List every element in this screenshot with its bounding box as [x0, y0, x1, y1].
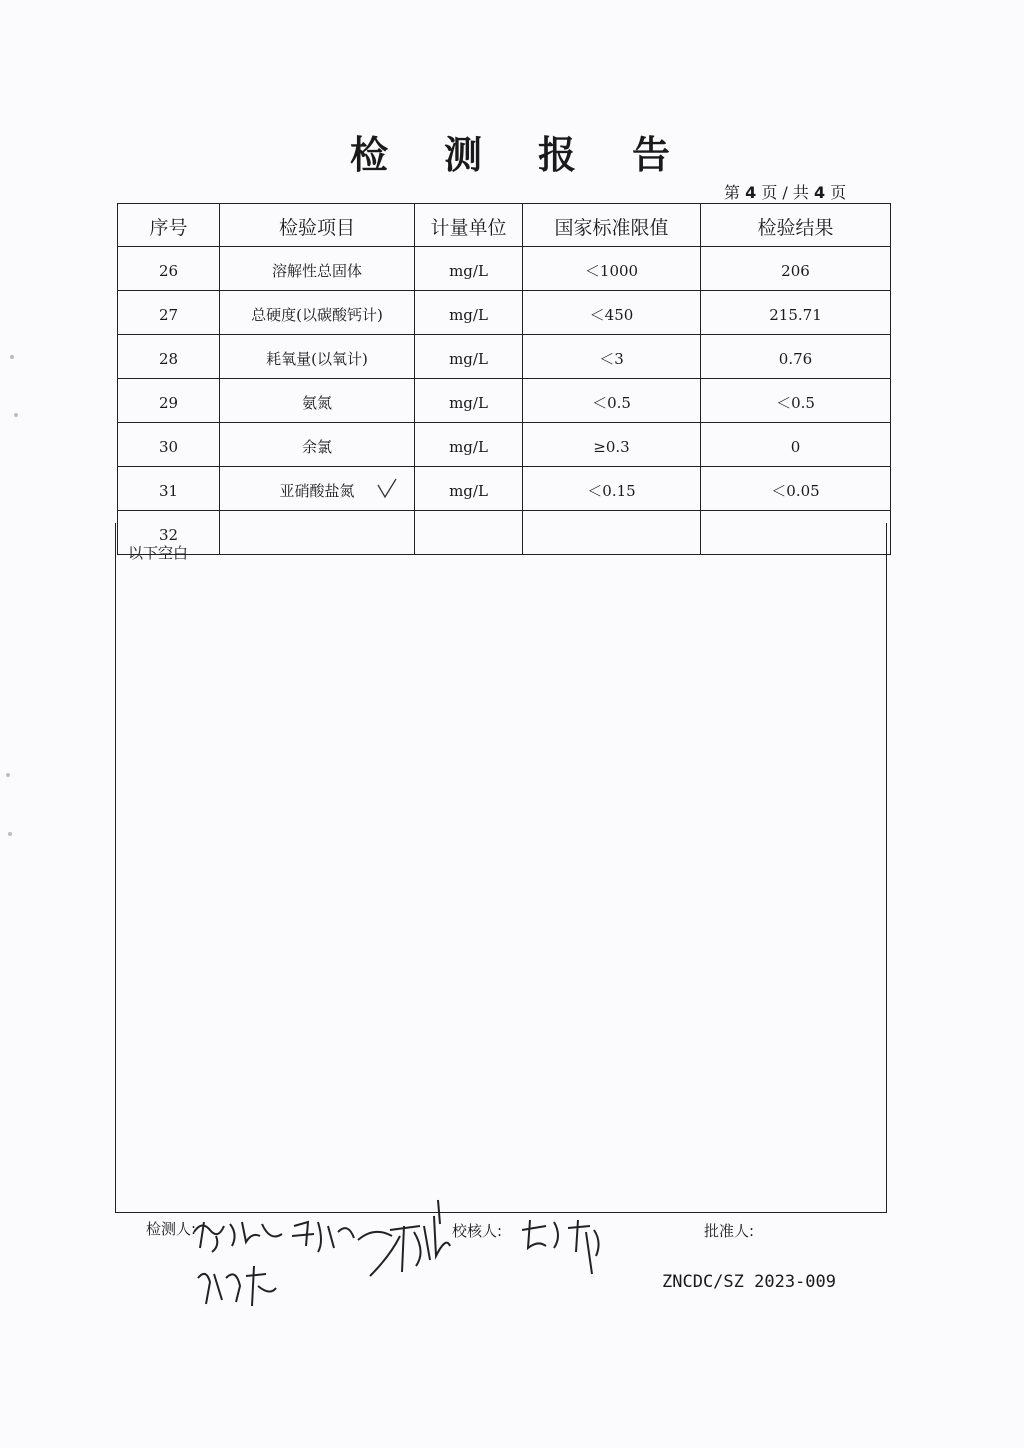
tester-signature-4: [192, 1260, 282, 1316]
cell-item: 余氯: [220, 423, 415, 467]
cell-seq: 30: [118, 423, 220, 467]
margin-speck: [6, 773, 10, 777]
table-row: [118, 335, 891, 379]
cell-result: ＜0.05: [701, 467, 891, 511]
cell-limit: ≥0.3: [523, 423, 701, 467]
cell-item: 耗氧量(以氧计): [220, 335, 415, 379]
title-char: 测: [443, 133, 486, 177]
blank-note: 以下空白: [128, 544, 189, 562]
page-total: 4: [814, 183, 826, 202]
table-row: [118, 423, 891, 467]
table-row: [118, 467, 891, 511]
cell-seq: 27: [118, 291, 220, 335]
cell-unit: mg/L: [415, 467, 523, 511]
cell-seq: 28: [118, 335, 220, 379]
title-char: 告: [632, 133, 675, 177]
header-item: 检验项目: [220, 204, 415, 247]
cell-unit: mg/L: [415, 247, 523, 291]
cell-seq: 26: [118, 247, 220, 291]
cell-item: [220, 467, 415, 511]
cell-result: 0.76: [701, 335, 891, 379]
cell-limit: ＜450: [523, 291, 701, 335]
cell-item: 氨氮: [220, 379, 415, 423]
check-mark-icon: [376, 477, 398, 499]
reviewer-label: 校核人:: [452, 1222, 503, 1240]
page-mid: 页 / 共: [761, 183, 809, 202]
table-row: [118, 291, 891, 335]
blank-area: [115, 523, 887, 1213]
document-number: ZNCDC/SZ 2023-009: [662, 1272, 836, 1292]
cell-limit: ＜0.5: [523, 379, 701, 423]
results-table: [117, 203, 891, 555]
page-current: 4: [745, 183, 757, 202]
cell-limit: ＜0.15: [523, 467, 701, 511]
table-header-row: [118, 204, 891, 247]
tester-label: 检测人:: [146, 1220, 197, 1238]
cell-unit: mg/L: [415, 423, 523, 467]
table-row: [118, 247, 891, 291]
header-seq: 序号: [118, 204, 220, 247]
cell-limit: ＜3: [523, 335, 701, 379]
cell-item: 溶解性总固体: [220, 247, 415, 291]
page-indicator: [724, 180, 846, 203]
cell-item-text: 亚硝酸盐氮: [279, 482, 355, 500]
cell-unit: mg/L: [415, 291, 523, 335]
header-unit: 计量单位: [415, 204, 523, 247]
page-prefix: 第: [724, 183, 741, 202]
cell-unit: mg/L: [415, 335, 523, 379]
cell-result: 0: [701, 423, 891, 467]
header-result: 检验结果: [701, 204, 891, 247]
header-limit: 国家标准限值: [523, 204, 701, 247]
margin-speck: [14, 413, 18, 417]
cell-result: 215.71: [701, 291, 891, 335]
report-title: [0, 124, 1024, 179]
tester-signature-1: [190, 1212, 290, 1257]
title-char: 检: [349, 133, 392, 177]
approver-label: 批准人:: [704, 1222, 755, 1240]
reviewer-signature: [516, 1212, 608, 1282]
title-char: 报: [538, 133, 581, 177]
cell-item: 总硬度(以碳酸钙计): [220, 291, 415, 335]
table-row: [118, 379, 891, 423]
cell-result: 206: [701, 247, 891, 291]
cell-seq: 32: [118, 511, 220, 555]
page-suffix: 页: [830, 183, 847, 202]
cell-result: ＜0.5: [701, 379, 891, 423]
cell-limit: ＜1000: [523, 247, 701, 291]
cell-seq: 29: [118, 379, 220, 423]
cell-unit: mg/L: [415, 379, 523, 423]
margin-speck: [10, 355, 14, 359]
tester-signature-3: [360, 1196, 455, 1286]
margin-speck: [8, 832, 12, 836]
cell-seq: 31: [118, 467, 220, 511]
